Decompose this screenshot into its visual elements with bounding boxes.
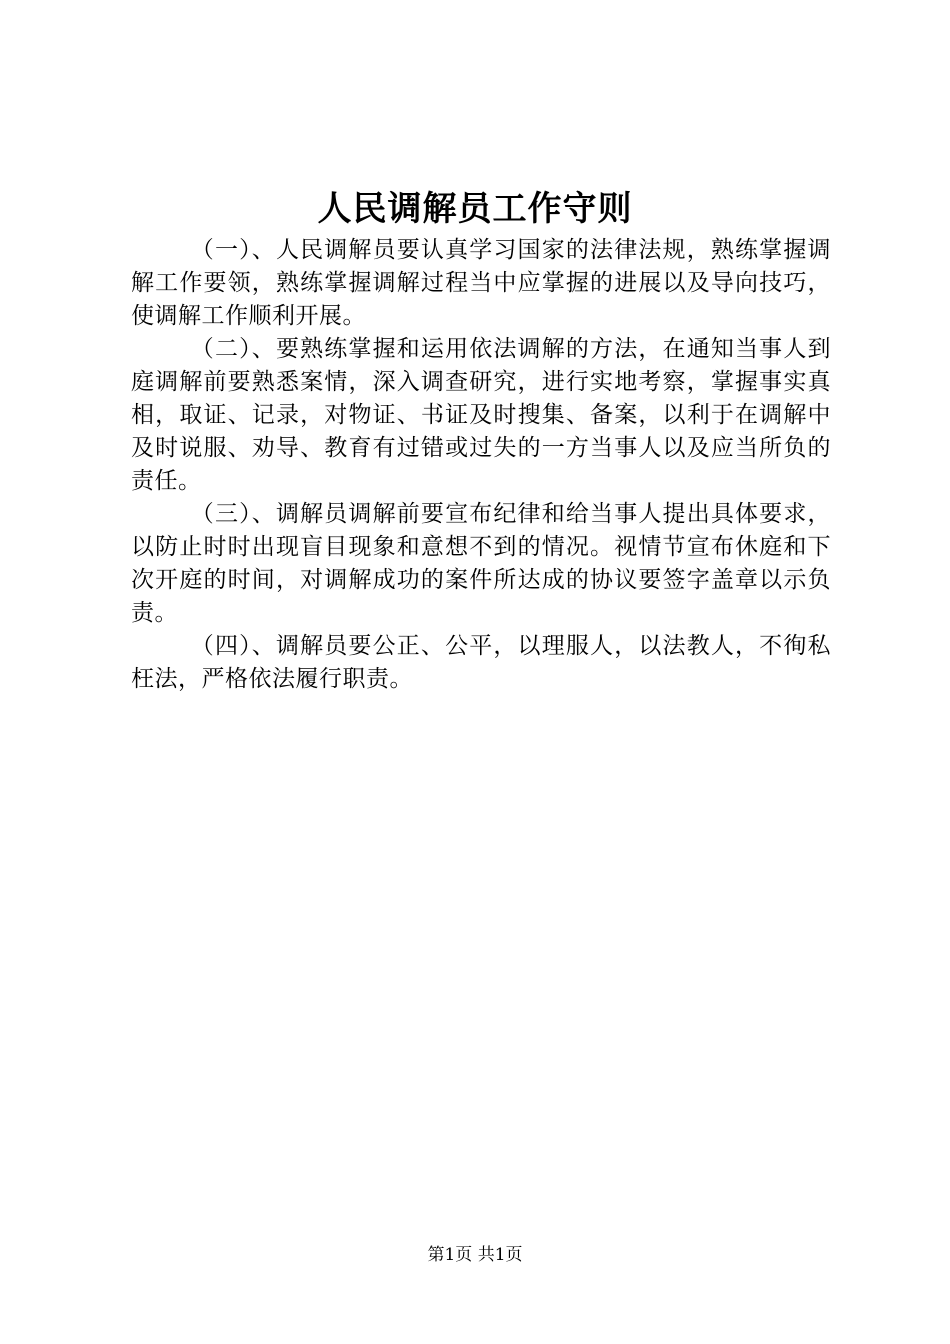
paragraph-2: （二）、要熟练掌握和运用依法调解的方法，在通知当事人到庭调解前要熟悉案情，深入调查研究，进行实地考察，掌握事实真相，取证、记录，对物证、书证及时搜集、备案，以利于在调解中及时说服、劝导、教育有过错或过失的一方当事人以及应当所负的责任。 — [131, 336, 831, 494]
paragraph-4: （四）、调解员要公正、公平，以理服人，以法教人，不徇私枉法，严格依法履行职责。 — [131, 633, 831, 692]
paragraph-1: （一）、人民调解员要认真学习国家的法律法规，熟练掌握调解工作要领，熟练掌握调解过程当中应掌握的进展以及导向技巧，使调解工作顺利开展。 — [131, 237, 831, 329]
page-number-indicator: 第1页 共1页 — [427, 1245, 523, 1265]
document-title: 人民调解员工作守则 — [317, 189, 633, 229]
page-footer — [0, 1243, 950, 1267]
paragraph-3: （三）、调解员调解前要宣布纪律和给当事人提出具体要求，以防止时时出现盲目现象和意想不到的情况。视情节宣布休庭和下次开庭的时间，对调解成功的案件所达成的协议要签字盖章以示负责。 — [131, 501, 831, 626]
document-body — [131, 234, 831, 696]
